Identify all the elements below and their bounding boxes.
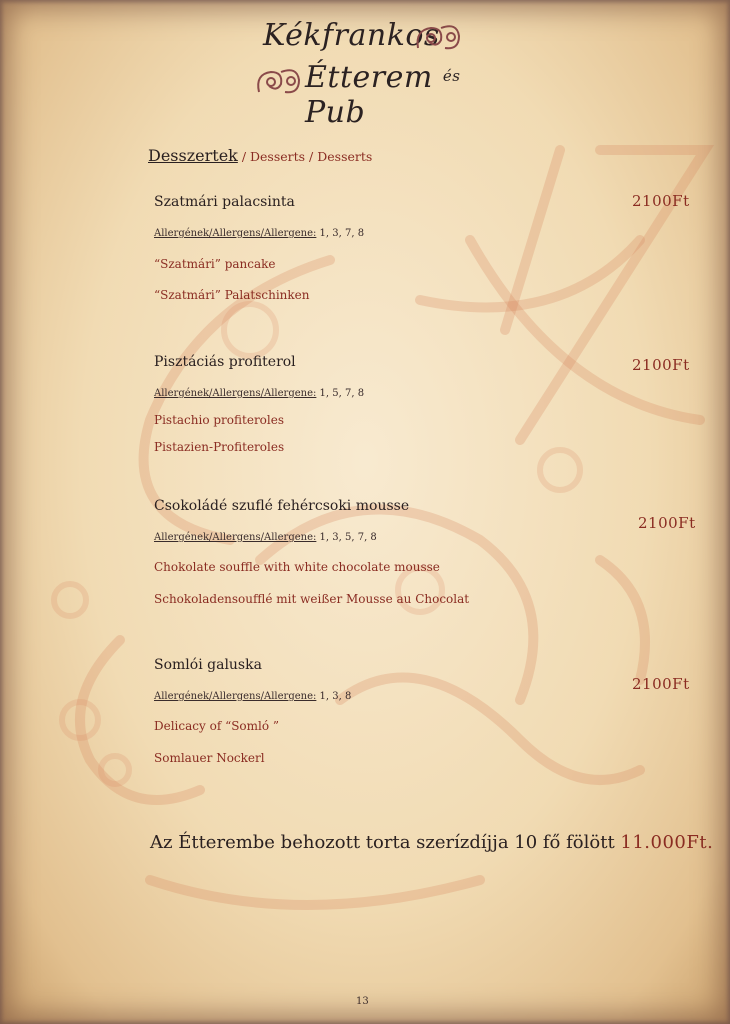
menu-item bbox=[154, 498, 594, 606]
item-name: Szatmári palacsinta bbox=[154, 194, 295, 210]
menu-item bbox=[154, 657, 594, 765]
logo-swirl-icon bbox=[413, 20, 463, 56]
item-name-de: “Szatmári” Palatschinken bbox=[154, 288, 310, 302]
section-title-hu: Desszertek bbox=[148, 146, 238, 165]
item-price: 2100Ft bbox=[638, 514, 696, 532]
section-title bbox=[148, 146, 372, 165]
item-name: Pisztáciás profiterol bbox=[154, 354, 296, 370]
item-name-en: Pistachio profiteroles bbox=[154, 413, 285, 427]
item-name-en: Chokolate souffle with white chocolate mousse bbox=[154, 560, 440, 574]
item-name: Csokoládé szuflé fehércsoki mousse bbox=[154, 498, 410, 514]
logo-name: Kékfrankos bbox=[263, 18, 440, 53]
item-name-en: Delicacy of “Somló ” bbox=[154, 719, 280, 733]
item-allergens: Allergének/Allergens/Allergene: 1, 3, 7, 8 bbox=[154, 228, 365, 239]
logo-subtitle: Étterem $^{és}$ Pub bbox=[305, 60, 461, 130]
item-price: 2100Ft bbox=[632, 675, 690, 693]
cake-fee-amount: 11.000Ft. bbox=[620, 832, 714, 853]
item-name: Somlói galuska bbox=[154, 657, 262, 673]
menu-item bbox=[154, 354, 594, 454]
menu-item bbox=[154, 194, 594, 302]
item-allergens: Allergének/Allergens/Allergene: 1, 3, 8 bbox=[154, 691, 352, 702]
item-price: 2100Ft bbox=[632, 192, 690, 210]
cake-fee-note: Az Étterembe behozott torta szerízdíjja 10 fő fölött 11.000Ft. bbox=[150, 832, 714, 853]
item-allergens: Allergének/Allergens/Allergene: 1, 3, 5, 7, 8 bbox=[154, 532, 377, 543]
item-name-en: “Szatmári” pancake bbox=[154, 257, 276, 271]
section-title-translations: / Desserts / Desserts bbox=[237, 149, 373, 164]
restaurant-logo bbox=[255, 16, 480, 130]
item-name-de: Somlauer Nockerl bbox=[154, 751, 265, 765]
item-price: 2100Ft bbox=[632, 356, 690, 374]
item-allergens: Allergének/Allergens/Allergene: 1, 5, 7, 8 bbox=[154, 388, 365, 399]
logo-swirl-left-icon bbox=[255, 66, 303, 100]
item-name-de: Schokoladensoufflé mit weißer Mousse au Chocolat bbox=[154, 592, 470, 606]
page-number: 13 bbox=[356, 996, 369, 1007]
item-name-de: Pistazien-Profiteroles bbox=[154, 440, 285, 454]
